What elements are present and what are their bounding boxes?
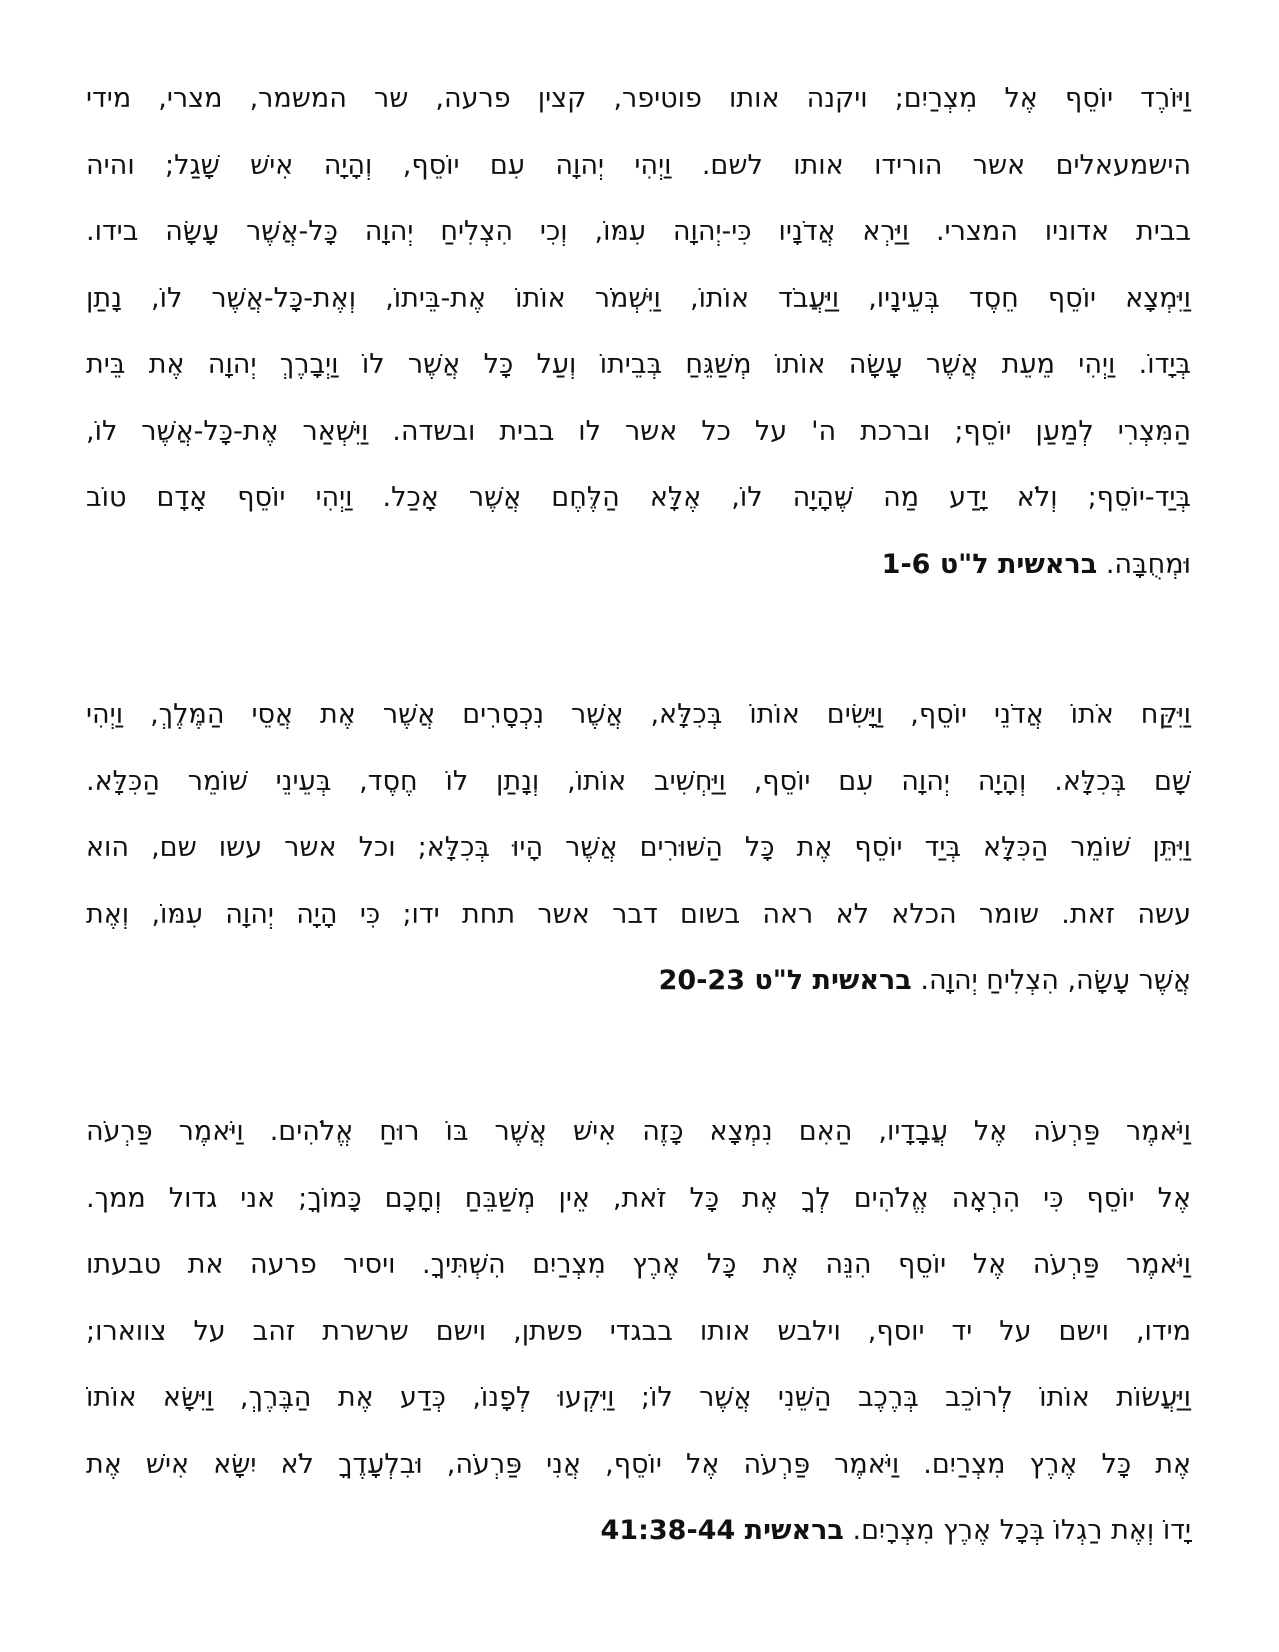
text-line-last [86, 1498, 1191, 1565]
verse-citation: בראשית ל"ט 20-23 [658, 965, 912, 996]
text-line-last [86, 532, 1191, 599]
text-fragment: אֲשֶׁר עָשָׂה, הִצְלִיחַ יְהוָה. [920, 965, 1191, 996]
text-line: שָׁם בְּכִלָּא. וְהָיָה יְהוָה עִם יוֹסֵף, וַיַּחְשִׁיב אוֹתוֹ, וְנָתַן לוֹ חֶסֶד, בְּעֵינֵי שׁוֹמֵר הַכִּלָּא. [86, 765, 1191, 797]
text-line: עשה זאת. שומר הכלא לא ראה בשום דבר אשר תחת ידו; כִּי הָיָה יְהוָה עִמּוֹ, וְאֶת [86, 898, 1191, 930]
text-line: בְּיָדוֹ. וַיְהִי מֵעֵת אֲשֶׁר עָשָׂה אוֹתוֹ מְשַׁגֵּחַ בְּבֵיתוֹ וְעַל כָּל אֲשֶׁר לוֹ וַיְבָרֶךְ יְהוָה אֶת בֵּית [86, 349, 1191, 380]
text-line-last [86, 948, 1191, 1015]
passage-genesis-39-1-6 [86, 66, 1191, 598]
text-line: אֶל יוֹסֵף כִּי הִרְאָה אֱלֹהִים לְךָ אֶת כָּל זֹאת, אֵין מְשַׁבֵּחַ וְחָכָם כָּמוֹךָ; אני גדול ממך. [86, 1182, 1191, 1214]
text-line: וַיֹּאמֶר פַּרְעֹה אֶל עֲבָדָיו, הַאִם נִמְצָא כָּזֶה אִישׁ אֲשֶׁר בּוֹ רוּחַ אֱלֹהִים. וַיֹּאמֶר פַּרְעֹה [86, 1116, 1191, 1147]
verse-citation: בראשית ל"ט 1-6 [881, 548, 1098, 580]
text-line: וַיַּעֲשׂוֹת אוֹתוֹ לְרוֹכֵב בְּרֶכֶב הַשֵּׁנִי אֲשֶׁר לוֹ; וַיִּקְעוּ לְפָנוֹ, כְּדַע אֶת הַבֶּרֶךְ, וַיִּשָּׂא אוֹתוֹ [86, 1382, 1191, 1413]
verse-citation: בראשית 41:38-44 [600, 1515, 844, 1546]
text-line: וַיּוֹרֶד יוֹסֵף אֶל מִצְרַיִם; ויקנה אותו פוטיפר, קצין פרעה, שר המשמר, מצרי, מידי [86, 83, 1191, 114]
text-fragment: יָדוֹ וְאֶת רַגְלוֹ בְּכָל אֶרֶץ מִצְרָיִם. [852, 1515, 1191, 1546]
text-line: מידו, וישם על יד יוסף, וילבש אותו בבגדי פשתן, וישם שרשרת זהב על צווארו; [86, 1315, 1191, 1347]
text-line: הַמִּצְרִי לְמַעַן יוֹסֵף; וברכת ה' על כל אשר לו בבית ובשדה. וַיִּשְׁאַר אֶת-כָּל-אֲשֶׁר לוֹ, [86, 415, 1191, 447]
text-line: בבית אדוניו המצרי. וַיַּרְא אֲדֹנָיו כִּי-יְהוָה עִמּוֹ, וְכִי הִצְלִיחַ יְהוָה כָּל-אֲשֶׁר עָשָׂה בידו. [86, 216, 1191, 247]
text-line: וַיִּמְצָא יוֹסֵף חֵסֶד בְּעֵינָיו, וַיַּעֲבֹד אוֹתוֹ, וַיִּשְׁמֹר אוֹתוֹ אֶת-בֵּיתוֹ, וְאֶת-כָּל-אֲשֶׁר לוֹ, נָתַן [86, 282, 1191, 314]
text-line: בְּיַד-יוֹסֵף; וְלֹא יָדַע מַה שֶּׁהָיָה לוֹ, אֶלָּא הַלֶּחֶם אֲשֶׁר אָכַל. וַיְהִי יוֹסֵף אָדָם טוֹב [86, 482, 1191, 513]
passage-genesis-41-38-44 [86, 1099, 1191, 1565]
text-line: וַיִּקַּח אֹתוֹ אֲדֹנֵי יוֹסֵף, וַיָּשִׂים אוֹתוֹ בְּכִלָּא, אֲשֶׁר נִכְסָרִים אֲשֶׁר אֶת אֲסֵי הַמֶּלֶךְ, וַיְהִי [86, 699, 1191, 730]
text-fragment: וּמְחֻבָּה. [1105, 548, 1191, 580]
text-line: הישמעאלים אשר הורידו אותו לשם. וַיְהִי יְהוָה עִם יוֹסֵף, וְהָיָה אִישׁ שָׁגַל; והיה [86, 149, 1191, 181]
text-line: אֶת כָּל אֶרֶץ מִצְרַיִם. וַיֹּאמֶר פַּרְעֹה אֶל יוֹסֵף, אֲנִי פַּרְעֹה, וּבִלְעָדֶךָ לֹא יִשָּׂא אִישׁ אֶת [86, 1448, 1191, 1480]
text-line: וַיֹּאמֶר פַּרְעֹה אֶל יוֹסֵף הִנֵּה אֶת כָּל אֶרֶץ מִצְרַיִם הִשְׁתִּיךָ. ויסיר פרעה את טבעתו [86, 1249, 1191, 1280]
passage-genesis-39-20-23 [86, 682, 1191, 1015]
text-line: וַיִּתֵּן שׁוֹמֵר הַכִּלָּא בְּיַד יוֹסֵף אֶת כָּל הַשּׁוּרִים אֲשֶׁר הָיוּ בְּכִלָּא; וכל אשר עשו שם, הוא [86, 832, 1191, 863]
